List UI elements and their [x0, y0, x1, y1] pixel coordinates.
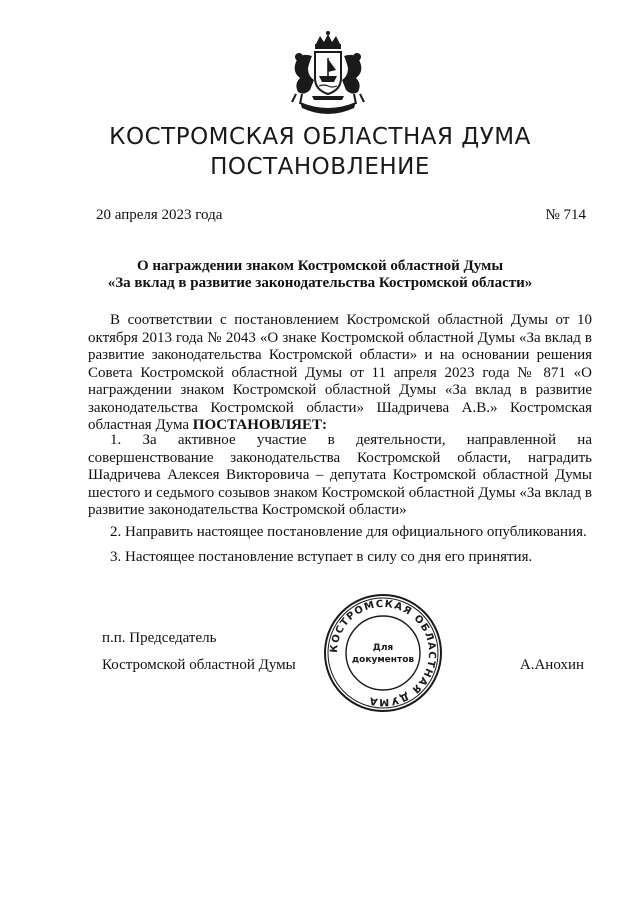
coat-of-arms-icon [282, 30, 374, 122]
signatory-position-line-1: п.п. Председатель [102, 630, 217, 646]
resolution-item-2: 2. Направить настоящее постановление для официального опубликования. [110, 524, 587, 540]
document-type: ПОСТАНОВЛЕНИЕ [210, 154, 430, 180]
document-title-line-1: О награждении знаком Костромской областной Думы [136, 258, 504, 274]
document-date: 20 апреля 2023 года [96, 207, 223, 223]
seal-ring-text: КОСТРОМСКАЯ ОБЛАСТНАЯ ДУМА [328, 598, 438, 708]
resolution-item-3: 3. Настоящее постановление вступает в силу со дня его принятия. [110, 549, 533, 565]
document-title [0, 258, 640, 292]
resolution-keyword: ПОСТАНОВЛЯЕТ: [192, 417, 328, 433]
seal-center-line-1: Для [372, 643, 394, 653]
seal-center-line-2: документов [351, 655, 415, 665]
preamble-paragraph [88, 312, 592, 435]
resolution-item-1: 1. За активное участие в деятельности, направленной на совершенствование законодательства Костромской области, наградить Шадричева Алексея Викторовича – депутата Костромской областной Думы шестого и седьмого созывов знаком Костромской областной Думы «За вклад в развитие законодательства Костромской области» [88, 432, 592, 518]
signatory-position-line-2: Костромской областной Думы [102, 657, 296, 673]
organization-name: КОСТРОМСКАЯ ОБЛАСТНАЯ ДУМА [109, 124, 531, 150]
document-title-line-2: «За вклад в развитие законодательства Костромской области» [107, 275, 533, 291]
preamble-text: В соответствии с постановлением Костромской областной Думы от 10 октября 2013 года № 2043 «О знаке Костромской областной Думы «За вклад в развитие законодательства Костромской области» и на основании решения Совета Костромской областной Думы от 11 апреля 2023 года № 871 «О награждении знаком Костромской областной Думы «За вклад в развитие законодательства Костромской области» Шадричева А.В.» Костромская областная Дума [88, 312, 592, 433]
official-seal [322, 592, 444, 714]
signatory-name: А.Анохин [519, 657, 584, 673]
document-number: № 714 [545, 207, 586, 223]
